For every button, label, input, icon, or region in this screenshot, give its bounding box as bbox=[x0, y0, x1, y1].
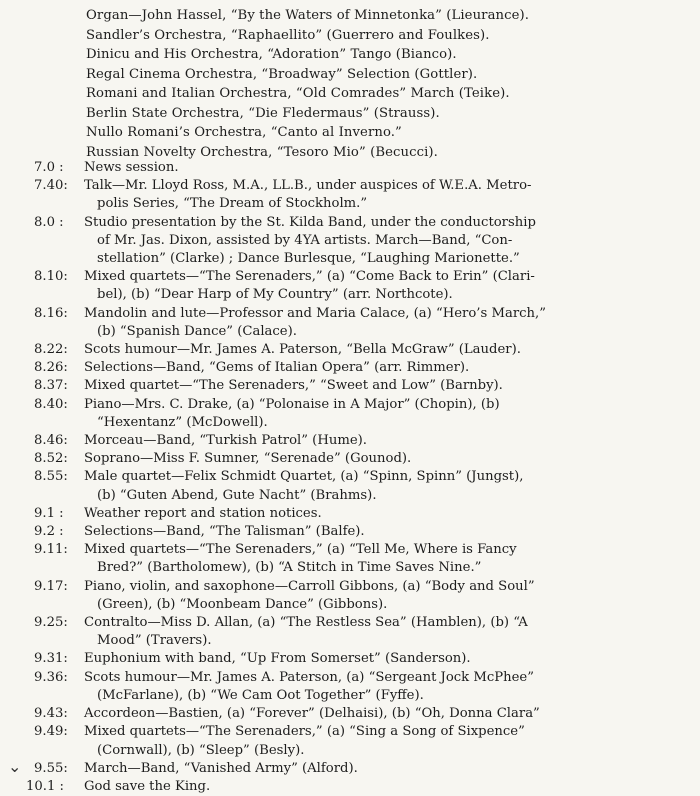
entry-text-line: Selections—Band, “Gems of Italian Opera” (arr. Rimmer). bbox=[84, 360, 470, 376]
pencil-tick-mark: ⌄ bbox=[8, 757, 22, 776]
schedule-entry bbox=[34, 578, 696, 614]
entry-text-line: Mixed quartets—“The Serenaders,” (a) “Come Back to Erin” (Clari- bbox=[84, 269, 535, 285]
schedule-entry bbox=[34, 505, 696, 523]
schedule-entry bbox=[34, 396, 696, 432]
recorded-program-list bbox=[86, 6, 696, 162]
time-label: 9.43: bbox=[34, 706, 68, 722]
program-line: Dinicu and His Orchestra, “Adoration” Tango (Bianco). bbox=[86, 47, 457, 62]
entry-text-line: March—Band, “Vanished Army” (Alford). bbox=[84, 760, 358, 776]
time-label: 8.52: bbox=[34, 451, 68, 467]
entry-text-line: God save the King. bbox=[84, 778, 211, 794]
entry-text-line: (Green), (b) “Moonbeam Dance” (Gibbons). bbox=[97, 596, 388, 612]
schedule-entry bbox=[34, 377, 696, 395]
schedule-entry bbox=[34, 159, 696, 177]
time-label: 9.11: bbox=[34, 542, 68, 558]
program-line: Regal Cinema Orchestra, “Broadway” Selection (Gottler). bbox=[86, 66, 478, 82]
schedule-entry bbox=[34, 305, 696, 341]
program-line: Organ—John Hassel, “By the Waters of Minnetonka” (Lieurance). bbox=[86, 8, 530, 23]
entry-text-line: polis Series, “The Dream of Stockholm.” bbox=[97, 196, 368, 212]
time-label: 8.0 : bbox=[34, 214, 64, 230]
schedule-entry bbox=[34, 541, 696, 577]
time-label: 7.0 : bbox=[34, 160, 64, 175]
time-label: 9.2 : bbox=[34, 524, 64, 540]
entry-text-line: Accordeon—Bastien, (a) “Forever” (Delhaisi), (b) “Oh, Donna Clara” bbox=[84, 706, 540, 722]
entry-text-line: News session. bbox=[84, 160, 179, 175]
entry-text-line: stellation” (Clarke) ; Dance Burlesque, “Laughing Marionette.” bbox=[97, 251, 520, 267]
schedule-entry bbox=[34, 650, 696, 668]
schedule-entry bbox=[34, 760, 696, 778]
program-line: Romani and Italian Orchestra, “Old Comrades” March (Teike). bbox=[86, 86, 510, 101]
time-label: 8.10: bbox=[34, 269, 68, 285]
entry-text-line: Mixed quartet—“The Serenaders,” “Sweet and Low” (Barnby). bbox=[84, 378, 503, 394]
entry-text-line: Mixed quartets—“The Serenaders,” (a) “Tell Me, Where is Fancy bbox=[84, 542, 517, 558]
time-label: 9.55: bbox=[34, 760, 68, 776]
entry-text-line: Euphonium with band, “Up From Somerset” (Sanderson). bbox=[84, 651, 471, 667]
entry-text-line: (b) “Spanish Dance” (Calace). bbox=[97, 323, 297, 339]
schedule-entry bbox=[34, 705, 696, 723]
entry-text-line: of Mr. Jas. Dixon, assisted by 4YA artists. March—Band, “Con- bbox=[97, 232, 513, 248]
entry-text-line: Piano, violin, and saxophone—Carroll Gibbons, (a) “Body and Soul” bbox=[84, 578, 535, 594]
entry-text-line: Mandolin and lute—Professor and Maria Calace, (a) “Hero’s March,” bbox=[84, 305, 546, 321]
program-line: Berlin State Orchestra, “Die Fledermaus” (Strauss). bbox=[86, 105, 440, 121]
time-label: 9.49: bbox=[34, 724, 68, 740]
schedule-entry bbox=[34, 177, 696, 213]
entry-text-line: Contralto—Miss D. Allan, (a) “The Restless Sea” (Hamblen), (b) “A bbox=[84, 615, 528, 631]
time-label: 8.26: bbox=[34, 360, 68, 376]
entry-text-line: Scots humour—Mr. James A. Paterson, (a) “Sergeant Jock McPhee” bbox=[84, 669, 534, 685]
time-label: 9.25: bbox=[34, 615, 68, 631]
entry-text-line: bel), (b) “Dear Harp of My Country” (arr. Northcote). bbox=[97, 287, 453, 303]
entry-text-line: Mixed quartets—“The Serenaders,” (a) “Sing a Song of Sixpence” bbox=[84, 724, 525, 740]
time-label: 8.40: bbox=[34, 396, 68, 412]
time-label: 9.1 : bbox=[34, 505, 64, 521]
entry-text-line: Piano—Mrs. C. Drake, (a) “Polonaise in A Major” (Chopin), (b) bbox=[84, 396, 500, 412]
entry-text-line: (b) “Guten Abend, Gute Nacht” (Brahms). bbox=[97, 487, 377, 503]
program-line: Russian Novelty Orchestra, “Tesoro Mio” (Becucci). bbox=[86, 144, 438, 160]
schedule-entry bbox=[34, 214, 696, 269]
entry-text-line: Selections—Band, “The Talisman” (Balfe). bbox=[84, 524, 365, 540]
time-label: 8.22: bbox=[34, 342, 68, 358]
schedule-entry bbox=[34, 669, 696, 705]
time-label: 9.17: bbox=[34, 578, 68, 594]
entry-text-line: Bred?” (Bartholomew), (b) “A Stitch in Time Saves Nine.” bbox=[97, 560, 482, 576]
entry-text-line: Talk—Mr. Lloyd Ross, M.A., LL.B., under auspices of W.E.A. Metro- bbox=[84, 178, 532, 194]
broadcast-schedule bbox=[26, 159, 696, 796]
schedule-entry bbox=[34, 359, 696, 377]
time-label: 10.1 : bbox=[26, 778, 64, 794]
entry-text-line: Weather report and station notices. bbox=[84, 505, 322, 521]
time-label: 8.16: bbox=[34, 305, 68, 321]
entry-text-line: Male quartet—Felix Schmidt Quartet, (a) “Spinn, Spinn” (Jungst), bbox=[84, 469, 524, 485]
schedule-entry bbox=[34, 468, 696, 504]
program-line: Nullo Romani’s Orchestra, “Canto al Inverno.” bbox=[86, 125, 402, 140]
schedule-entry bbox=[26, 778, 696, 796]
schedule-entry bbox=[34, 432, 696, 450]
entry-text-line: “Hexentanz” (McDowell). bbox=[97, 414, 268, 430]
time-label: 9.36: bbox=[34, 669, 68, 685]
entry-text-line: (McFarlane), (b) “We Cam Oot Together” (Fyffe). bbox=[97, 687, 424, 703]
time-label: 8.46: bbox=[34, 433, 68, 449]
time-label: 8.37: bbox=[34, 378, 68, 394]
time-label: 7.40: bbox=[34, 178, 68, 194]
entry-text-line: Scots humour—Mr. James A. Paterson, “Bella McGraw” (Lauder). bbox=[84, 342, 521, 358]
entry-text-line: (Cornwall), (b) “Sleep” (Besly). bbox=[97, 742, 305, 758]
schedule-entry bbox=[34, 341, 696, 359]
schedule-entry bbox=[34, 268, 696, 304]
entry-text-line: Morceau—Band, “Turkish Patrol” (Hume). bbox=[84, 433, 367, 449]
time-label: 9.31: bbox=[34, 651, 68, 667]
schedule-entry bbox=[34, 450, 696, 468]
entry-text-line: Studio presentation by the St. Kilda Band, under the conductorship bbox=[84, 214, 536, 230]
schedule-entry bbox=[34, 723, 696, 759]
program-line: Sandler’s Orchestra, “Raphaellito” (Guerrero and Foulkes). bbox=[86, 27, 490, 43]
time-label: 8.55: bbox=[34, 469, 68, 485]
schedule-entry bbox=[34, 523, 696, 541]
entry-text-line: Soprano—Miss F. Sumner, “Serenade” (Gounod). bbox=[84, 451, 412, 467]
schedule-entry bbox=[34, 614, 696, 650]
entry-text-line: Mood” (Travers). bbox=[97, 633, 212, 649]
